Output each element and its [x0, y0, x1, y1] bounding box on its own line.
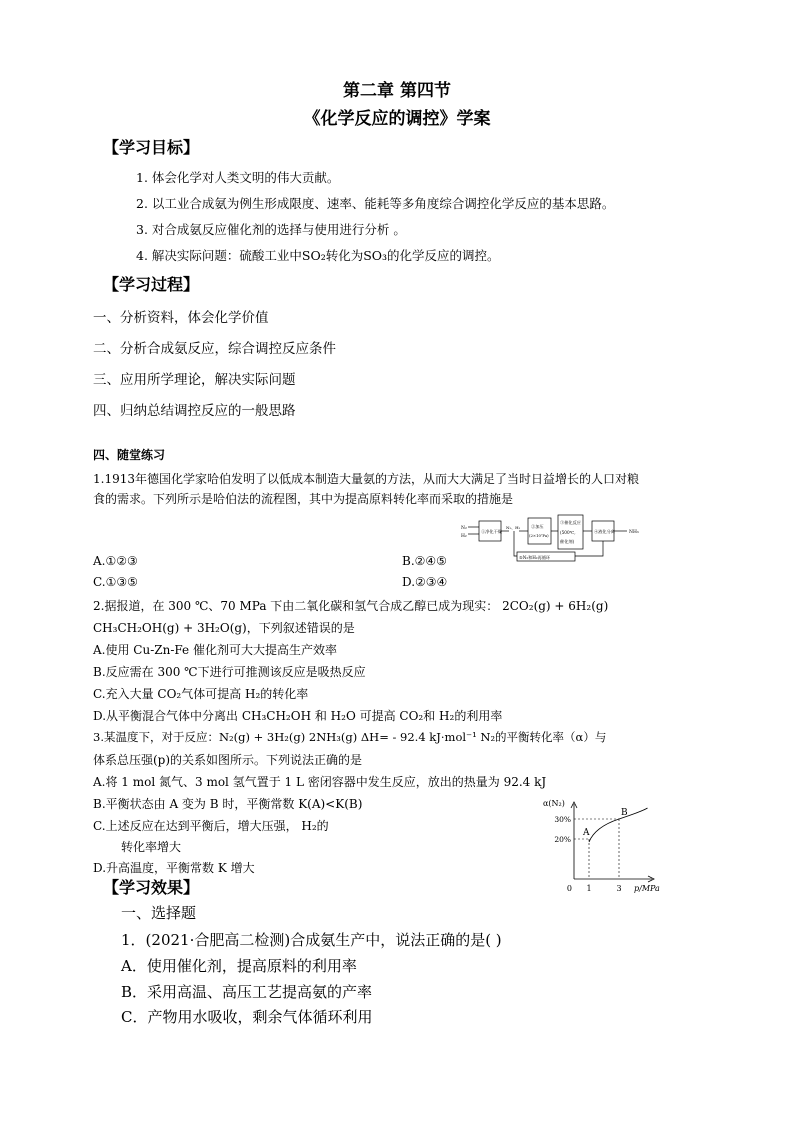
chart-series-line [589, 808, 648, 842]
q1-option-d: D.②③④ [402, 575, 448, 589]
chart-axes [571, 802, 654, 882]
practice-heading: 四、随堂练习 [93, 448, 166, 462]
objective-item: 3. 对合成氨反应催化剂的选择与使用进行分析 。 [136, 222, 406, 237]
objective-item: 2. 以工业合成氨为例生形成限度、速率、能耗等多角度综合调控化学反应的基本思路。 [136, 196, 615, 211]
objective-item: 1. 体会化学对人类文明的伟大贡献。 [136, 170, 340, 185]
effects-option-b: B．采用高温、高压工艺提高氨的产率 [121, 983, 373, 1001]
conversion-chart [538, 796, 678, 894]
flow-box3b: (500℃, [560, 530, 576, 535]
q1-text: 1.1913年德国化学家哈伯发明了以低成本制造大量氨的方法，从而大大满足了当时日益增长的人口对粮 [93, 472, 639, 486]
chart-point-label: B [621, 808, 628, 818]
chart-xlabel: p/MPa [634, 884, 660, 893]
q2-option-d: D.从平衡混合气体中分离出 CH₃CH₂OH 和 H₂O 可提高 CO₂和 H₂的利用率 [93, 709, 503, 723]
effects-subheading: 一、选择题 [121, 904, 197, 922]
chart-ylabel: α(N₂) [543, 799, 565, 808]
flow-box4: ④液化分离 [594, 529, 615, 534]
chart-point-label: A [583, 828, 590, 838]
chart-y-tick: 30% [554, 815, 571, 824]
effects-q1: 1．(2021·合肥高二检测)合成氨生产中，说法正确的是( ) [121, 931, 502, 949]
flow-box2a: ②加压 [531, 524, 544, 529]
effects-heading: 【学习效果】 [103, 878, 200, 897]
haber-flow-diagram [458, 512, 658, 568]
q3-option-b: B.平衡状态由 A 变为 B 时，平衡常数 K(A)<K(B) [93, 797, 363, 811]
process-item: 四、归纳总结调控反应的一般思路 [93, 403, 296, 419]
flow-in-n2: N₂ [461, 526, 467, 531]
flow-in-h2: H₂ [461, 534, 467, 539]
process-item: 三、应用所学理论，解决实际问题 [93, 372, 296, 388]
process-heading: 【学习过程】 [103, 275, 200, 294]
chart-x-tick: 1 [586, 884, 592, 893]
q1-option-b: B.②④⑤ [402, 554, 447, 568]
chart-y-tick: 20% [554, 835, 571, 844]
flow-mid: N₂、H₂ [506, 525, 521, 530]
flow-box1: ①净化干燥 [481, 529, 502, 534]
q1-option-a: A.①②③ [93, 554, 138, 568]
chart-origin: 0 [566, 884, 572, 893]
q3-option-c: C.上述反应在达到平衡后，增大压强， H₂的 [93, 819, 329, 833]
page-subtitle: 《化学反应的调控》学案 [303, 109, 491, 129]
q1-text: 食的需求。下列所示是哈伯法的流程图，其中为提高原料转化率而采取的措施是 [93, 492, 514, 506]
q1-option-c: C.①③⑤ [93, 575, 138, 589]
page-title: 第二章 第四节 [343, 81, 451, 101]
process-item: 一、分析资料，体会化学价值 [93, 310, 269, 326]
q2-option-b: B.反应需在 300 ℃下进行可推测该反应是吸热反应 [93, 665, 366, 679]
q2-option-c: C.充入大量 CO₂气体可提高 H₂的转化率 [93, 687, 309, 701]
flow-out-nh3: NH₃ [629, 530, 639, 535]
chart-x-tick: 3 [616, 884, 622, 893]
flow-box3a: ③催化反应 [560, 520, 581, 525]
flow-box2b: (2×10⁷Pa) [529, 533, 549, 538]
effects-option-a: A．使用催化剂，提高原料的利用率 [121, 957, 357, 975]
q3-option-a: A.将 1 mol 氮气、3 mol 氢气置于 1 L 密闭容器中发生反应，放出的热量为 92.4 kJ [93, 775, 547, 789]
flow-loop: ⑤N₂和H₂再循环 [519, 555, 551, 560]
q2-text: CH₃CH₂OH(g) + 3H₂O(g)，下列叙述错误的是 [93, 621, 355, 635]
q2-option-a: A.使用 Cu-Zn-Fe 催化剂可大大提高生产效率 [93, 643, 337, 657]
q3-option-c-cont: 转化率增大 [121, 840, 182, 854]
process-item: 二、分析合成氨反应，综合调控反应条件 [93, 341, 336, 357]
q2-text: 2.据报道，在 300 ℃、70 MPa 下由二氧化碳和氢气合成乙醇已成为现实： 2CO₂(g) + 6H₂(g) [93, 599, 609, 613]
q3-option-d: D.升高温度，平衡常数 K 增大 [93, 861, 255, 875]
flow-box3c: 催化剂) [560, 539, 575, 544]
objective-item: 4. 解决实际问题：硫酸工业中SO₂转化为SO₃的化学反应的调控。 [136, 248, 500, 263]
q3-text: 体系总压强(p)的关系如图所示。下列说法正确的是 [93, 753, 363, 767]
objectives-heading: 【学习目标】 [103, 138, 200, 157]
q3-text: 3.某温度下，对于反应：N₂(g) + 3H₂(g) 2NH₃(g) ΔH= - 92.4 kJ·mol⁻¹ N₂的平衡转化率（α）与 [93, 730, 607, 744]
effects-option-c: C．产物用水吸收，剩余气体循环利用 [121, 1008, 373, 1026]
